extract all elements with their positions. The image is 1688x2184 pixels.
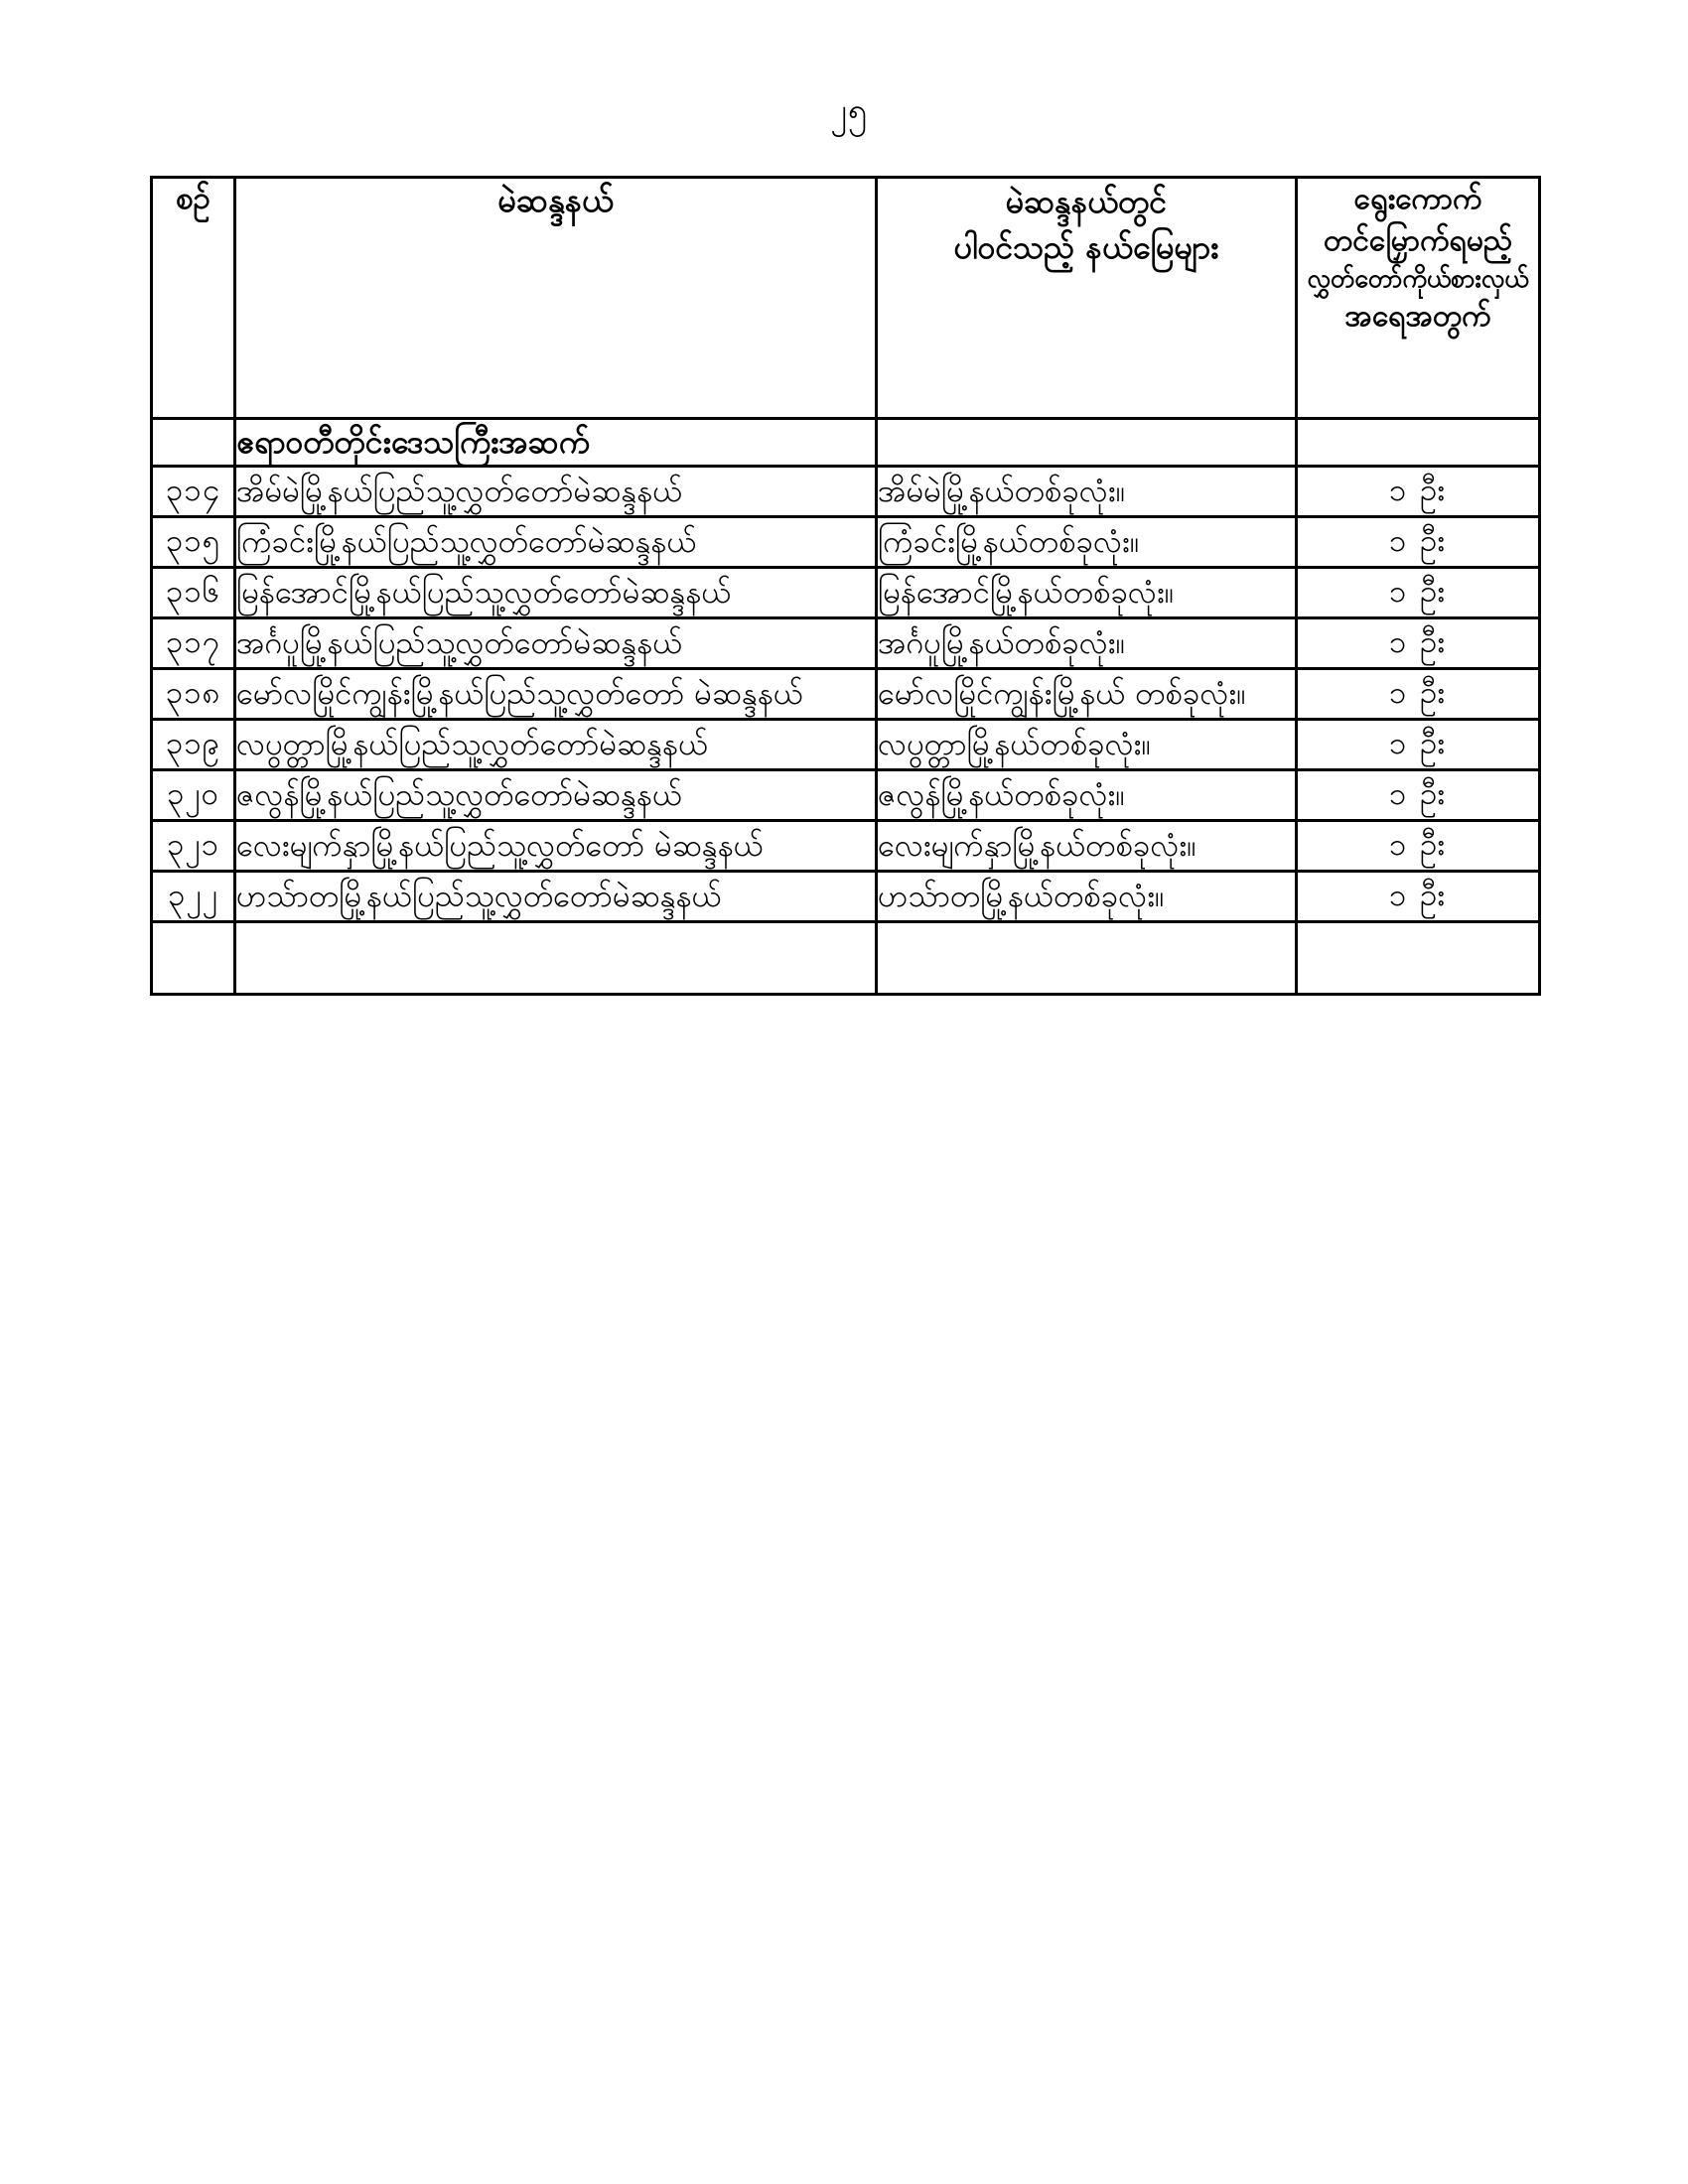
constituency-table [150, 176, 1541, 996]
row-constituency: ဇလွန်မြို့နယ်ပြည်သူ့လွှတ်တော်မဲဆန္ဒနယ် [235, 770, 877, 821]
row-constituency: လပွတ္တာမြို့နယ်ပြည်သူ့လွှတ်တော်မဲဆန္ဒနယ် [235, 720, 877, 770]
row-count: ၁ ဦး [1297, 516, 1540, 567]
row-areas: လပွတ္တာမြို့နယ်တစ်ခုလုံး။ [877, 720, 1297, 770]
table-row [152, 516, 1540, 567]
row-constituency: ကြံခင်းမြို့နယ်ပြည်သူ့လွှတ်တော်မဲဆန္ဒနယ် [235, 516, 877, 567]
row-number: ၃၂၂ [152, 872, 235, 922]
table-header [152, 178, 1540, 419]
row-areas: ကြံခင်းမြို့နယ်တစ်ခုလုံး။ [877, 516, 1297, 567]
header-count-line3: လွှတ်တော်ကိုယ်စားလှယ် [1307, 264, 1529, 293]
spacer-cell-count [1297, 922, 1540, 995]
header-count-line2: တင်မြှောက်ရမည့် [1324, 223, 1512, 258]
table-row [152, 770, 1540, 821]
spacer-cell-no [152, 922, 235, 995]
row-count: ၁ ဦး [1297, 466, 1540, 516]
row-number: ၃၁၆ [152, 567, 235, 617]
row-areas: လေးမျက်နှာမြို့နယ်တစ်ခုလုံး။ [877, 821, 1297, 872]
page-number: ၂၅ [830, 91, 868, 131]
row-number: ၃၂၀ [152, 770, 235, 821]
row-count: ၁ ဦး [1297, 617, 1540, 668]
constituency-table-wrapper [150, 176, 1538, 996]
header-cell-constituency: မဲဆန္ဒနယ် [235, 178, 877, 419]
row-number: ၃၁၈ [152, 668, 235, 719]
row-areas: မော်လမြိုင်ကျွန်းမြို့နယ် တစ်ခုလုံး။ [877, 668, 1297, 719]
table-row [152, 872, 1540, 922]
row-number: ၃၁၉ [152, 720, 235, 770]
row-count: ၁ ဦး [1297, 668, 1540, 719]
header-count-line1: ရွေးကောက် [1353, 182, 1482, 216]
table-bottom-spacer [152, 922, 1540, 995]
row-areas: ဟသ်ာတမြို့နယ်တစ်ခုလုံး။ [877, 872, 1297, 922]
row-count: ၁ ဦး [1297, 821, 1540, 872]
table-row [152, 567, 1540, 617]
row-number: ၃၁၅ [152, 516, 235, 567]
spacer-cell-constituency [235, 922, 877, 995]
row-constituency: အင်္ဂပူမြို့နယ်ပြည်သူ့လွှတ်တော်မဲဆန္ဒနယ် [235, 617, 877, 668]
table-row [152, 617, 1540, 668]
row-constituency: မြန်အောင်မြို့နယ်ပြည်သူ့လွှတ်တော်မဲဆန္ဒနယ် [235, 567, 877, 617]
row-areas: မြန်အောင်မြို့နယ်တစ်ခုလုံး။ [877, 567, 1297, 617]
section-header-row [152, 419, 1540, 467]
row-count: ၁ ဦး [1297, 872, 1540, 922]
header-cell-count [1297, 178, 1540, 419]
header-count-line4: အရေအတွက် [1344, 298, 1491, 334]
row-constituency: အိမ်မဲမြို့နယ်ပြည်သူ့လွှတ်တော်မဲဆန္ဒနယ် [235, 466, 877, 516]
row-count: ၁ ဦး [1297, 770, 1540, 821]
row-number: ၃၁၇ [152, 617, 235, 668]
row-areas: ဇလွန်မြို့နယ်တစ်ခုလုံး။ [877, 770, 1297, 821]
row-number: ၃၂၁ [152, 821, 235, 872]
table-row [152, 466, 1540, 516]
row-count: ၁ ဦး [1297, 567, 1540, 617]
row-areas: အိမ်မဲမြို့နယ်တစ်ခုလုံး။ [877, 466, 1297, 516]
spacer-cell-areas [877, 922, 1297, 995]
section-title: ဧရာဝတီတိုင်းဒေသကြီးအဆက် [235, 419, 877, 467]
table-row [152, 720, 1540, 770]
section-areas-cell [877, 419, 1297, 467]
row-count: ၁ ဦး [1297, 720, 1540, 770]
row-constituency: လေးမျက်နှာမြို့နယ်ပြည်သူ့လွှတ်တော် မဲဆန္ဒနယ် [235, 821, 877, 872]
row-constituency: မော်လမြိုင်ကျွန်းမြို့နယ်ပြည်သူ့လွှတ်တော် မဲဆန္ဒနယ် [235, 668, 877, 719]
header-areas-line1: မဲဆန္ဒနယ်တွင် [1005, 183, 1168, 220]
header-cell-areas [877, 178, 1297, 419]
row-areas: အင်္ဂပူမြို့နယ်တစ်ခုလုံး။ [877, 617, 1297, 668]
table-header-row [152, 178, 1540, 419]
row-constituency: ဟသ်ာတမြို့နယ်ပြည်သူ့လွှတ်တော်မဲဆန္ဒနယ် [235, 872, 877, 922]
table-body [152, 419, 1540, 995]
table-row [152, 821, 1540, 872]
header-areas-line2: ပါဝင်သည့် နယ်မြေများ [953, 228, 1219, 267]
header-cell-no: စဉ် [152, 178, 235, 419]
section-count-cell [1297, 419, 1540, 467]
table-row [152, 668, 1540, 719]
row-number: ၃၁၄ [152, 466, 235, 516]
section-no-cell [152, 419, 235, 467]
